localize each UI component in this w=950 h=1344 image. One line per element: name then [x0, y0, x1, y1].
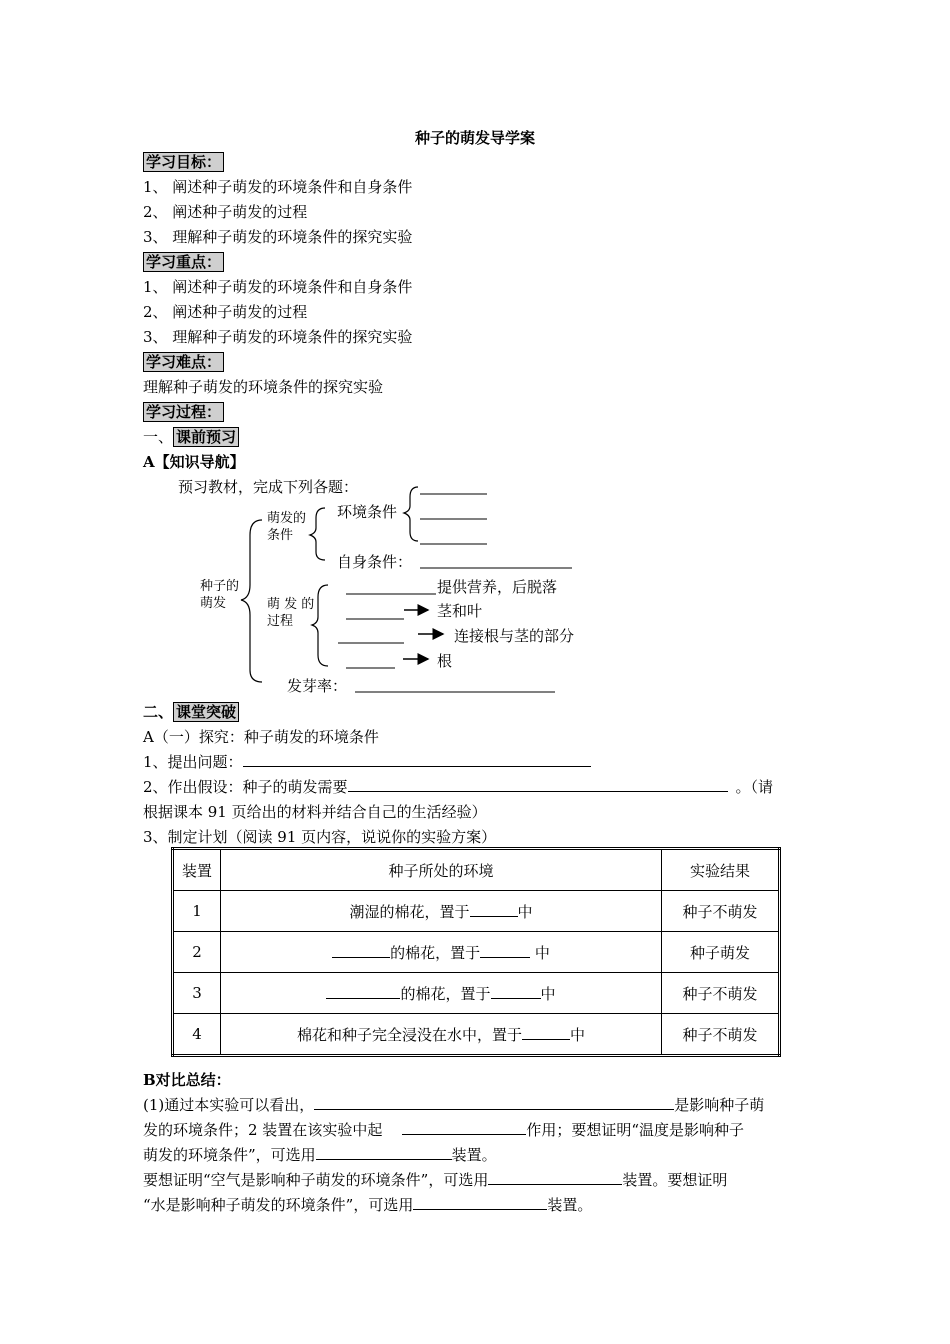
rate-label: 发芽率：	[287, 677, 348, 695]
proc-text-1: 提供营养，后脱落	[437, 578, 558, 596]
summary-text: 萌发的环境条件”，可选用	[143, 1146, 316, 1164]
summary-line-2	[143, 1120, 744, 1140]
env-blank[interactable]	[480, 943, 530, 958]
key-point-item: 2、 阐述种子萌发的过程	[143, 303, 308, 321]
difficulty-heading: 学习难点：	[143, 352, 224, 372]
summary-text: 作用；要想证明“温度是影响种子	[526, 1121, 744, 1139]
table-header: 装置	[173, 849, 221, 891]
question-2-label: 2、作出假设：种子的萌发需要	[143, 778, 348, 796]
summary-text: 发的环境条件；2 装置在该实验中起	[143, 1121, 383, 1139]
result-cell: 种子不萌发	[662, 973, 780, 1014]
question-2	[143, 777, 773, 797]
key-point-item: 3、 理解种子萌发的环境条件的探究实验	[143, 328, 413, 346]
root-label-2: 萌发	[200, 596, 227, 611]
table-header-row	[173, 849, 780, 891]
result-cell: 种子不萌发	[662, 891, 780, 932]
env-tail: 中	[530, 943, 550, 962]
section1-sub: A【知识导航】	[143, 453, 245, 471]
env-text: 的棉花，置于	[400, 984, 491, 1003]
table-header: 种子所处的环境	[221, 849, 662, 891]
summary-line-4	[143, 1170, 727, 1190]
inquiry-title: A（一）探究：种子萌发的环境条件	[143, 728, 379, 746]
summary-line-1	[143, 1095, 764, 1115]
page-title: 种子的萌发导学案	[414, 129, 535, 147]
section2-heading: 课堂突破	[173, 702, 239, 722]
summary-blank-5[interactable]	[413, 1195, 547, 1210]
question-1	[143, 752, 591, 772]
environment-cell	[221, 932, 662, 973]
summary-heading: B对比总结：	[143, 1071, 231, 1089]
question-2-line2: 根据课本 91 页给出的材料并结合自己的生活经验）	[143, 803, 487, 821]
env-blank[interactable]	[332, 943, 390, 958]
difficulty-text: 理解种子萌发的环境条件的探究实验	[143, 378, 384, 396]
env-blank[interactable]	[470, 902, 518, 917]
question-1-label: 1、提出问题：	[143, 753, 243, 771]
section1-intro: 预习教材，完成下列各题：	[178, 478, 359, 496]
condition-brace	[310, 508, 325, 560]
section1-heading: 课前预习	[173, 427, 239, 447]
device-id: 2	[173, 932, 221, 973]
result-cell: 种子萌发	[662, 932, 780, 973]
proc-text-4: 根	[437, 652, 453, 670]
question-2-blank[interactable]	[348, 777, 728, 792]
cond-label-2: 条件	[267, 528, 294, 543]
key-point-item: 1、 阐述种子萌发的环境条件和自身条件	[143, 278, 413, 296]
question-1-blank[interactable]	[243, 752, 591, 767]
environment-brace	[404, 487, 418, 541]
summary-text: 装置。要想证明	[622, 1171, 728, 1189]
process-heading: 学习过程：	[143, 402, 224, 422]
root-label-1: 种子的	[200, 579, 240, 594]
summary-text: 装置。	[547, 1196, 593, 1214]
summary-text: 装置。	[451, 1146, 497, 1164]
env-text: 棉花和种子完全浸没在水中，置于	[296, 1025, 522, 1044]
summary-line-5	[143, 1195, 592, 1215]
env-text: 潮湿的棉花，置于	[349, 902, 470, 921]
goals-heading: 学习目标：	[143, 152, 224, 172]
env-blank[interactable]	[326, 984, 400, 999]
summary-text: 是影响种子萌	[674, 1096, 765, 1114]
summary-blank-1[interactable]	[314, 1095, 674, 1110]
env-tail: 中	[570, 1025, 586, 1044]
environment-cell	[221, 891, 662, 932]
root-brace	[241, 520, 262, 682]
question-3: 3、制定计划（阅读 91 页内容，说说你的实验方案）	[143, 828, 497, 846]
proc-text-2: 茎和叶	[437, 602, 483, 620]
table-row	[173, 973, 780, 1014]
key-points-heading: 学习重点：	[143, 252, 224, 272]
summary-blank-3[interactable]	[316, 1145, 452, 1160]
proc-label-2: 过程	[267, 614, 294, 629]
table-row	[173, 891, 780, 932]
device-id: 4	[173, 1014, 221, 1056]
summary-text: 要想证明“空气是影响种子萌发的环境条件”，可选用	[143, 1171, 489, 1189]
env-blank[interactable]	[522, 1025, 570, 1040]
summary-text: “水是影响种子萌发的环境条件”，可选用	[143, 1196, 414, 1214]
result-cell: 种子不萌发	[662, 1014, 780, 1056]
question-2-tail: 。（请	[735, 778, 774, 796]
section2-prefix: 二、	[143, 703, 174, 721]
summary-blank-4[interactable]	[488, 1170, 622, 1185]
proc-text-3: 连接根与茎的部分	[454, 627, 575, 645]
summary-line-3	[143, 1145, 497, 1165]
summary-blank-2[interactable]	[402, 1120, 526, 1135]
table-row	[173, 932, 780, 973]
experiment-table	[171, 847, 781, 1057]
env-tail: 中	[517, 902, 533, 921]
env-tail: 中	[540, 984, 556, 1003]
table-row	[173, 1014, 780, 1056]
environment-cell	[221, 973, 662, 1014]
section2-title	[143, 702, 239, 722]
env-text: 的棉花，置于	[390, 943, 481, 962]
section1-prefix: 一、	[143, 428, 174, 446]
table-header: 实验结果	[662, 849, 780, 891]
self-label: 自身条件：	[337, 553, 413, 571]
cond-label-1: 萌发的	[267, 511, 307, 526]
goal-item: 2、 阐述种子萌发的过程	[143, 203, 308, 221]
device-id: 3	[173, 973, 221, 1014]
environment-cell	[221, 1014, 662, 1056]
goal-item: 3、 理解种子萌发的环境条件的探究实验	[143, 228, 413, 246]
device-id: 1	[173, 891, 221, 932]
summary-text: (1)通过本实验可以看出，	[143, 1096, 315, 1114]
process-brace	[312, 585, 328, 666]
env-blank[interactable]	[491, 984, 541, 999]
proc-label-1: 萌 发 的	[267, 597, 315, 612]
goal-item: 1、 阐述种子萌发的环境条件和自身条件	[143, 178, 413, 196]
env-label: 环境条件	[337, 503, 398, 521]
